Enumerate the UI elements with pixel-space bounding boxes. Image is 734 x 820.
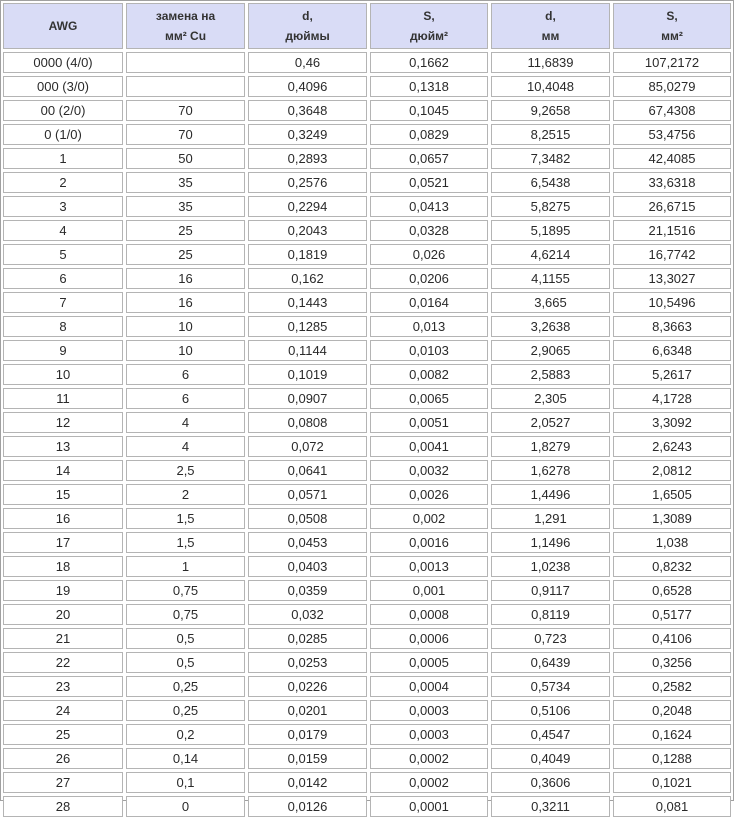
cell-d-inches: 0,0359 [248,580,367,601]
table-row [3,340,731,361]
cell-d-mm: 0,4547 [491,724,610,745]
cell-s-mm: 10,5496 [613,292,731,313]
header-s-inches [370,3,488,49]
cell-d-inches: 0,1285 [248,316,367,337]
cell-s-mm: 26,6715 [613,196,731,217]
table-row [3,556,731,577]
cell-d-inches: 0,0508 [248,508,367,529]
header-s-mm-line2: мм² [661,29,683,43]
table-row [3,796,731,817]
cell-s-inches: 0,0016 [370,532,488,553]
cell-d-inches: 0,0403 [248,556,367,577]
cell-s-inches: 0,0005 [370,652,488,673]
cell-d-inches: 0,0285 [248,628,367,649]
cell-cu-replacement: 0,75 [126,604,245,625]
cell-awg: 2 [3,172,123,193]
cell-s-inches: 0,0328 [370,220,488,241]
cell-s-inches: 0,0065 [370,388,488,409]
cell-s-inches: 0,0041 [370,436,488,457]
cell-cu-replacement: 50 [126,148,245,169]
cell-d-mm: 0,8119 [491,604,610,625]
cell-s-mm: 42,4085 [613,148,731,169]
cell-awg: 27 [3,772,123,793]
cell-s-inches: 0,0521 [370,172,488,193]
cell-awg: 18 [3,556,123,577]
cell-s-inches: 0,0001 [370,796,488,817]
table-row [3,508,731,529]
cell-s-mm: 0,6528 [613,580,731,601]
cell-s-inches: 0,0004 [370,676,488,697]
header-d-mm-line1: d, [545,9,556,23]
table-row [3,52,731,73]
cell-s-inches: 0,0103 [370,340,488,361]
cell-s-mm: 5,2617 [613,364,731,385]
cell-d-mm: 0,3211 [491,796,610,817]
cell-cu-replacement: 70 [126,124,245,145]
cell-d-mm: 1,8279 [491,436,610,457]
cell-awg: 24 [3,700,123,721]
table-row [3,76,731,97]
table-row [3,244,731,265]
cell-awg: 22 [3,652,123,673]
cell-s-mm: 0,1624 [613,724,731,745]
header-d-inches-line2: дюймы [285,29,330,43]
cell-d-mm: 5,8275 [491,196,610,217]
cell-s-mm: 0,1288 [613,748,731,769]
cell-cu-replacement: 16 [126,292,245,313]
cell-s-mm: 0,2582 [613,676,731,697]
cell-d-mm: 2,0527 [491,412,610,433]
cell-awg: 16 [3,508,123,529]
cell-d-mm: 0,6439 [491,652,610,673]
cell-awg: 13 [3,436,123,457]
cell-cu-replacement: 0 [126,796,245,817]
cell-d-mm: 0,9117 [491,580,610,601]
table-row [3,436,731,457]
cell-cu-replacement: 0,5 [126,652,245,673]
cell-awg: 28 [3,796,123,817]
cell-s-mm: 85,0279 [613,76,731,97]
cell-d-inches: 0,0226 [248,676,367,697]
cell-d-mm: 7,3482 [491,148,610,169]
table-header [3,3,731,49]
cell-cu-replacement: 10 [126,316,245,337]
cell-s-inches: 0,0082 [370,364,488,385]
cell-d-mm: 0,723 [491,628,610,649]
cell-s-mm: 0,4106 [613,628,731,649]
cell-d-mm: 9,2658 [491,100,610,121]
cell-awg: 20 [3,604,123,625]
cell-s-inches: 0,013 [370,316,488,337]
cell-d-mm: 0,5734 [491,676,610,697]
cell-s-mm: 0,1021 [613,772,731,793]
header-s-inches-line2: дюйм² [409,29,449,43]
cell-cu-replacement: 16 [126,268,245,289]
cell-awg: 9 [3,340,123,361]
cell-d-mm: 4,6214 [491,244,610,265]
header-cu-line1: замена на [155,9,216,23]
table-row [3,316,731,337]
cell-cu-replacement: 35 [126,196,245,217]
cell-d-inches: 0,1019 [248,364,367,385]
cell-cu-replacement: 1,5 [126,532,245,553]
cell-s-mm: 0,8232 [613,556,731,577]
table-row [3,292,731,313]
cell-s-inches: 0,0413 [370,196,488,217]
cell-awg: 21 [3,628,123,649]
cell-awg: 25 [3,724,123,745]
cell-d-inches: 0,0179 [248,724,367,745]
cell-s-mm: 3,3092 [613,412,731,433]
cell-awg: 23 [3,676,123,697]
cell-s-inches: 0,002 [370,508,488,529]
cell-d-inches: 0,1443 [248,292,367,313]
cell-awg: 3 [3,196,123,217]
cell-d-mm: 3,665 [491,292,610,313]
cell-cu-replacement: 0,1 [126,772,245,793]
table-row [3,724,731,745]
cell-s-mm: 2,0812 [613,460,731,481]
cell-d-mm: 0,5106 [491,700,610,721]
cell-d-inches: 0,1819 [248,244,367,265]
cell-d-inches: 0,0571 [248,484,367,505]
cell-s-inches: 0,0164 [370,292,488,313]
cell-awg: 0 (1/0) [3,124,123,145]
cell-awg: 0000 (4/0) [3,52,123,73]
cell-awg: 1 [3,148,123,169]
cell-s-inches: 0,0206 [370,268,488,289]
cell-d-mm: 1,4496 [491,484,610,505]
cell-s-inches: 0,0657 [370,148,488,169]
header-cu-line2: мм² Cu [164,29,207,43]
table-row [3,460,731,481]
cell-s-inches: 0,0003 [370,724,488,745]
cell-s-inches: 0,026 [370,244,488,265]
cell-d-mm: 2,305 [491,388,610,409]
cell-s-inches: 0,0008 [370,604,488,625]
cell-awg: 17 [3,532,123,553]
table-row [3,484,731,505]
cell-s-mm: 107,2172 [613,52,731,73]
cell-d-inches: 0,0907 [248,388,367,409]
header-s-inches-line1: S, [423,9,435,23]
table-row [3,268,731,289]
cell-d-mm: 1,291 [491,508,610,529]
cell-cu-replacement: 4 [126,436,245,457]
cell-s-mm: 1,6505 [613,484,731,505]
cell-cu-replacement: 0,75 [126,580,245,601]
cell-s-inches: 0,0003 [370,700,488,721]
cell-cu-replacement: 6 [126,364,245,385]
cell-d-inches: 0,2576 [248,172,367,193]
cell-awg: 000 (3/0) [3,76,123,97]
cell-d-inches: 0,2893 [248,148,367,169]
cell-cu-replacement: 0,14 [126,748,245,769]
table-row [3,412,731,433]
cell-cu-replacement: 1,5 [126,508,245,529]
cell-cu-replacement: 35 [126,172,245,193]
header-s-mm-line1: S, [666,9,678,23]
cell-s-mm: 21,1516 [613,220,731,241]
cell-s-mm: 33,6318 [613,172,731,193]
table-row [3,604,731,625]
cell-s-mm: 1,3089 [613,508,731,529]
cell-d-mm: 0,4049 [491,748,610,769]
cell-s-inches: 0,0002 [370,772,488,793]
header-d-inches [248,3,367,49]
cell-d-mm: 8,2515 [491,124,610,145]
cell-cu-replacement: 0,2 [126,724,245,745]
header-d-inches-line1: d, [302,9,313,23]
cell-cu-replacement: 0,25 [126,700,245,721]
cell-d-mm: 1,1496 [491,532,610,553]
cell-cu-replacement: 6 [126,388,245,409]
cell-awg: 00 (2/0) [3,100,123,121]
header-s-mm [613,3,731,49]
cell-awg: 14 [3,460,123,481]
cell-d-inches: 0,0126 [248,796,367,817]
table-row [3,748,731,769]
cell-s-inches: 0,0051 [370,412,488,433]
table-row [3,220,731,241]
cell-s-inches: 0,0032 [370,460,488,481]
cell-s-mm: 4,1728 [613,388,731,409]
cell-s-mm: 0,3256 [613,652,731,673]
cell-d-inches: 0,3249 [248,124,367,145]
table-row [3,124,731,145]
cell-s-inches: 0,001 [370,580,488,601]
table-row [3,172,731,193]
table-row [3,628,731,649]
cell-d-inches: 0,46 [248,52,367,73]
cell-s-inches: 0,0013 [370,556,488,577]
cell-s-mm: 13,3027 [613,268,731,289]
cell-d-mm: 10,4048 [491,76,610,97]
cell-s-inches: 0,0026 [370,484,488,505]
cell-s-mm: 0,5177 [613,604,731,625]
cell-d-inches: 0,0142 [248,772,367,793]
cell-awg: 8 [3,316,123,337]
header-row [3,3,731,49]
header-d-mm [491,3,610,49]
cell-d-inches: 0,0253 [248,652,367,673]
cell-d-inches: 0,2294 [248,196,367,217]
table-row [3,580,731,601]
cell-s-mm: 16,7742 [613,244,731,265]
cell-cu-replacement: 10 [126,340,245,361]
header-awg-text: AWG [48,19,78,33]
cell-d-mm: 6,5438 [491,172,610,193]
cell-awg: 6 [3,268,123,289]
cell-cu-replacement: 25 [126,220,245,241]
table-row [3,700,731,721]
table-row [3,532,731,553]
cell-cu-replacement: 2 [126,484,245,505]
table-row [3,772,731,793]
cell-awg: 7 [3,292,123,313]
cell-cu-replacement: 25 [126,244,245,265]
header-cu-replacement [126,3,245,49]
cell-s-mm: 0,081 [613,796,731,817]
table-row [3,388,731,409]
table-row [3,196,731,217]
cell-cu-replacement: 70 [126,100,245,121]
cell-d-mm: 2,5883 [491,364,610,385]
cell-d-mm: 4,1155 [491,268,610,289]
cell-d-inches: 0,0201 [248,700,367,721]
table-row [3,364,731,385]
cell-s-mm: 53,4756 [613,124,731,145]
cell-s-inches: 0,0006 [370,628,488,649]
cell-d-mm: 0,3606 [491,772,610,793]
cell-cu-replacement: 2,5 [126,460,245,481]
cell-s-inches: 0,1662 [370,52,488,73]
cell-awg: 15 [3,484,123,505]
cell-awg: 12 [3,412,123,433]
cell-d-inches: 0,032 [248,604,367,625]
cell-awg: 26 [3,748,123,769]
cell-d-inches: 0,2043 [248,220,367,241]
cell-d-inches: 0,0453 [248,532,367,553]
cell-d-mm: 1,0238 [491,556,610,577]
header-awg [3,3,123,49]
cell-d-inches: 0,3648 [248,100,367,121]
cell-d-mm: 3,2638 [491,316,610,337]
table-row [3,652,731,673]
cell-d-mm: 5,1895 [491,220,610,241]
cell-d-mm: 11,6839 [491,52,610,73]
table-row [3,676,731,697]
cell-cu-replacement: 4 [126,412,245,433]
cell-s-mm: 8,3663 [613,316,731,337]
cell-awg: 5 [3,244,123,265]
cell-s-mm: 2,6243 [613,436,731,457]
cell-d-inches: 0,0808 [248,412,367,433]
table-row [3,148,731,169]
cell-cu-replacement: 0,5 [126,628,245,649]
cell-d-mm: 2,9065 [491,340,610,361]
cell-d-inches: 0,0641 [248,460,367,481]
cell-awg: 10 [3,364,123,385]
cell-d-inches: 0,4096 [248,76,367,97]
cell-s-inches: 0,1318 [370,76,488,97]
cell-cu-replacement [126,52,245,73]
cell-s-mm: 67,4308 [613,100,731,121]
cell-s-mm: 6,6348 [613,340,731,361]
cell-s-mm: 1,038 [613,532,731,553]
cell-cu-replacement: 0,25 [126,676,245,697]
cell-awg: 19 [3,580,123,601]
header-d-mm-line2: мм [541,29,560,43]
table-row [3,100,731,121]
cell-s-mm: 0,2048 [613,700,731,721]
cell-s-inches: 0,0002 [370,748,488,769]
cell-cu-replacement: 1 [126,556,245,577]
table-body [3,52,731,817]
cell-s-inches: 0,0829 [370,124,488,145]
cell-awg: 4 [3,220,123,241]
cell-d-inches: 0,072 [248,436,367,457]
cell-d-inches: 0,162 [248,268,367,289]
cell-s-inches: 0,1045 [370,100,488,121]
cell-d-mm: 1,6278 [491,460,610,481]
cell-awg: 11 [3,388,123,409]
cell-cu-replacement [126,76,245,97]
cell-d-inches: 0,1144 [248,340,367,361]
cell-d-inches: 0,0159 [248,748,367,769]
